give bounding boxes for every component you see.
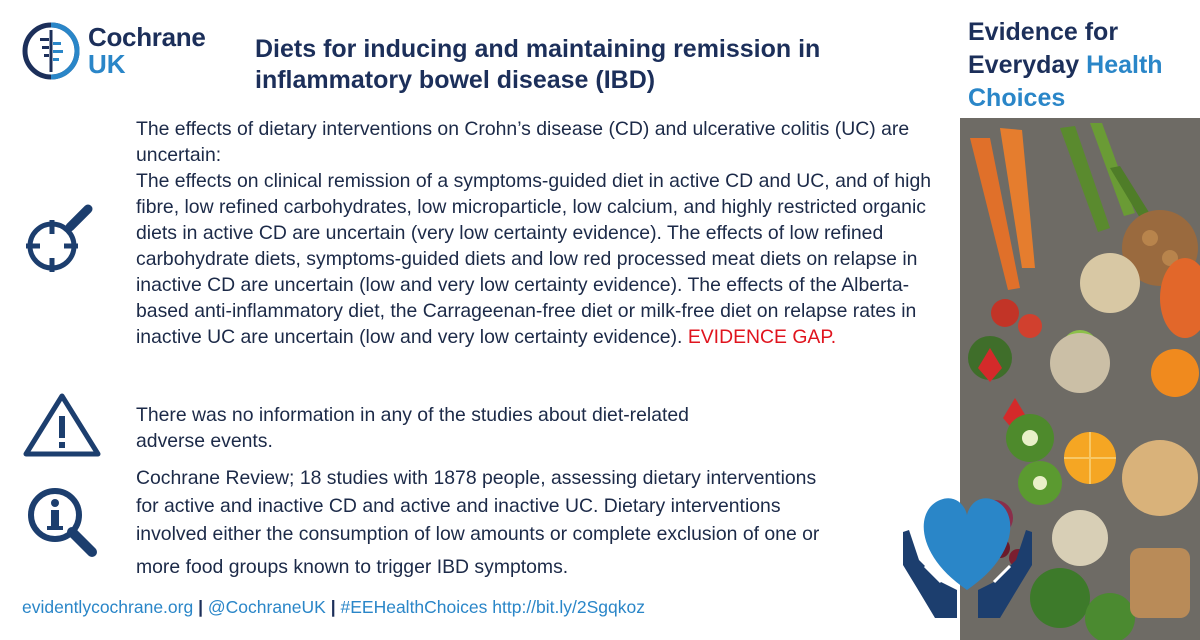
footer (22, 597, 645, 618)
effects-section (136, 116, 936, 350)
title-line-2: inflammatory bowel disease (IBD) (255, 66, 656, 94)
brand-choices: Choices (968, 84, 1066, 112)
effects-body (136, 168, 936, 350)
brand-line-1: Evidence for (968, 18, 1119, 46)
logo-uk: UK (88, 49, 126, 79)
review-line-1: Cochrane Review; 18 studies with 1878 people, assessing dietary interventions (136, 467, 817, 489)
footer-separator: | (198, 597, 203, 617)
short-url-link[interactable]: http://bit.ly/2Sgqkoz (492, 597, 645, 617)
adverse-events-section (136, 402, 796, 454)
warning-triangle-icon (22, 392, 102, 458)
brand-heading (968, 16, 1193, 115)
review-info-section (136, 464, 916, 581)
page-title (255, 34, 895, 96)
review-line-2: for active and inactive CD and active and inactive UC. Dietary interventions (136, 495, 781, 517)
brand-health: Health (1086, 51, 1163, 79)
heart-hands-icon (895, 470, 1040, 620)
cochrane-logo-icon (22, 22, 80, 80)
brand-everyday: Everyday (968, 51, 1080, 79)
adverse-line-1: There was no information in any of the studies about diet-related (136, 404, 689, 426)
cochrane-uk-logo[interactable] (22, 22, 206, 92)
info-magnifier-icon (22, 482, 102, 562)
logo-text (88, 24, 206, 78)
effects-details: The effects on clinical remission of a symptoms-guided diet in active CD and UC, and of high fibre, low refined carbohydrates, low microparticle, low calcium, and highly restricted organic diets in active CD are uncertain (very low certainty evidence). The effects of low refined carbohydrate diets, symptoms-guided diets and low red processed meat diets on relapse in inactive CD are uncertain (low and very low certainty evidence). The effects of the Alberta-based anti-inflammatory diet, the Carrageenan-free diet or milk-free diet on relapse rates in inactive UC are uncertain (low and very low certainty evidence). (136, 170, 932, 348)
logo-cochrane: Cochrane (88, 22, 206, 52)
effects-intro: The effects of dietary interventions on Crohn’s disease (CD) and ulcerative colitis (UC) are uncertain: (136, 118, 910, 166)
twitter-handle-link[interactable]: @CochraneUK (207, 597, 326, 617)
hashtag-link[interactable]: #EEHealthChoices (340, 597, 488, 617)
title-line-1: Diets for inducing and maintaining remission in (255, 35, 821, 63)
brand-line-2 (968, 49, 1193, 82)
review-line-4: more food groups known to trigger IBD symptoms. (136, 556, 569, 578)
adverse-line-2: adverse events. (136, 430, 273, 452)
website-link[interactable]: evidentlycochrane.org (22, 597, 194, 617)
review-line-3: involved either the consumption of low amounts or complete exclusion of one or (136, 523, 820, 545)
target-magnifier-icon (20, 200, 100, 280)
footer-separator: | (330, 597, 336, 617)
evidence-gap-label: EVIDENCE GAP. (687, 326, 837, 348)
